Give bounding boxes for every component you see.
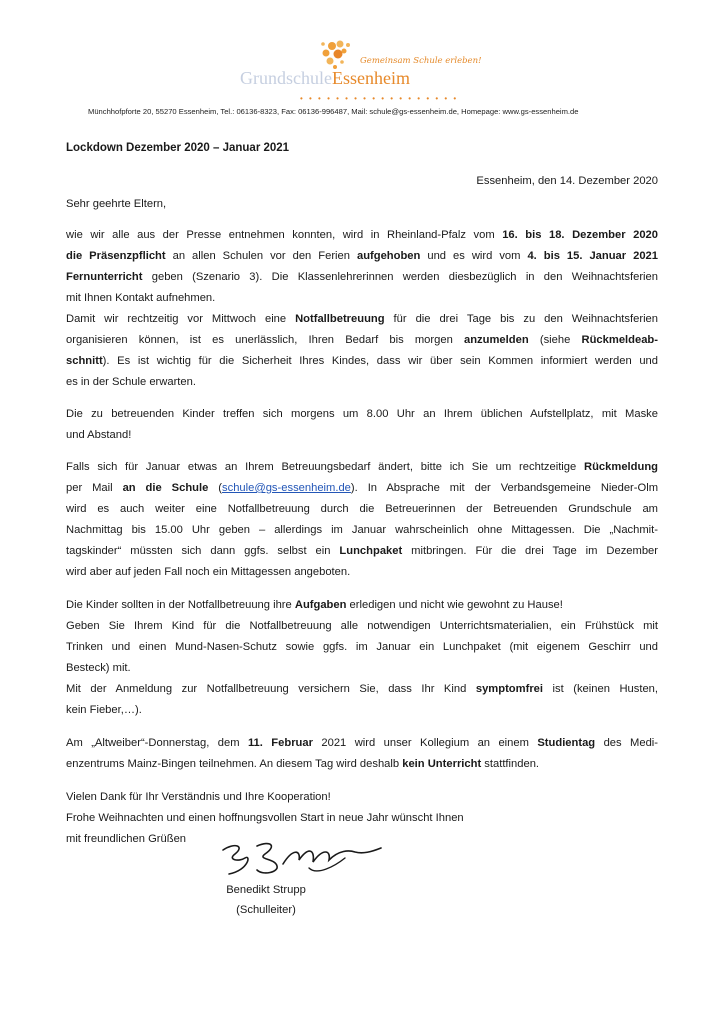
paragraph-studientag: Am „Altweiber“-Donnerstag, dem 11. Februar 2021 wird unser Kollegium an einem Studientag des Medi- enzentrums Mainz-Bingen teilnehmen. An diesem Tag wird deshalb kein Unterricht stattfinden. [66, 737, 659, 770]
school-logo [240, 40, 500, 110]
paragraph-treffpunkt: Die zu betreuenden Kinder treffen sich morgens um 8.00 Uhr an Ihrem üblichen Aufstellplatz, mit Maske und Abstand! [66, 408, 658, 441]
closing: Vielen Dank für Ihr Verständnis und Ihre Kooperation! Frohe Weihnachten und einen hoffnungsvollen Start in neue Jahr wünscht Ihnen mit freundlichen Grüßen [66, 791, 464, 845]
signature-icon [205, 836, 385, 886]
letter-subject: Lockdown Dezember 2020 – Januar 2021 [66, 142, 290, 154]
paragraph-januar: Falls sich für Januar etwas an Ihrem Betreuungsbedarf ändert, bitte ich Sie um rechtzeitige Rückmeldung per Mail an die Schule (schule@gs-essenheim.de). In Absprache mit der Verbandsgemeine Nieder-Olm wird es auch weiter eine Notfallbetreuung durch die Betreuerinnen der Betreuenden Grundschule am Nachmittag bis 15.00 Uhr geben – allerdings im Januar wahrscheinlich ohne Mittagessen. Die „Nachmit- tagskinder“ müssten sich dann ggfs. selbst ein Lunchpaket mitbringen. Für die drei Tage im Dezember wird aber auf jeden Fall noch ein Mittagessen angeboten. [66, 461, 659, 578]
logo-dotted-line: • • • • • • • • • • • • • • • • • • [300, 94, 459, 103]
school-tagline: Gemeinsam Schule erleben! [360, 56, 482, 66]
paragraph-notfallbetreuung: Damit wir rechtzeitig vor Mittwoch eine Notfallbetreuung für die drei Tage bis zu den Weihnachtsferien organisieren können, ist es unerlässlich, Ihren Bedarf bis morgen anzumelden (siehe Rückmeldeab- schnitt). Es ist wichtig für die Sicherheit Ihres Kindes, dass wir über sein Kommen informiert werden und es in der Schule erwarten. [66, 313, 658, 388]
salutation: Sehr geehrte Eltern, [66, 198, 167, 210]
signer-name: Benedikt Strupp [226, 884, 306, 896]
signer-block [218, 880, 314, 920]
paragraph-aufgaben: Die Kinder sollten in der Notfallbetreuung ihre Aufgaben erledigen und nicht wie gewohnt zu Hause! Geben Sie Ihrem Kind für die Notfallbetreuung alle notwendigen Unterrichtsmaterialien, ein Frühstück mit Trinken und einen Mund-Nasen-Schutz sowie ggfs. im Januar ein Lunchpaket (mit eigenem Geschirr und Besteck) mit. Mit der Anmeldung zur Notfallbetreuung versichern Sie, dass Ihr Kind symptomfrei ist (keinen Husten, kein Fieber,…). [66, 599, 659, 716]
school-address: Münchhofpforte 20, 55270 Essenheim, Tel.: 06136-8323, Fax: 06136-996487, Mail: schule@gs-essenheim.de, Homepage: www.gs-essenheim.de [88, 107, 579, 116]
school-name: GrundschuleEssenheim [240, 68, 410, 88]
paragraph-lockdown: wie wir alle aus der Presse entnehmen konnten, wird in Rheinland-Pfalz vom 16. bis 18. Dezember 2020 die Präsenzpflicht an allen Schulen vor den Ferien aufgehoben und es wird vom 4. bis 15. Januar 2021 Fernunterricht geben (Szenario 3). Die Klassenlehrerinnen werden diesbezüglich in den Weihnachtsferien mit Ihnen Kontakt aufnehmen. [66, 229, 659, 304]
signer-role: (Schulleiter) [236, 904, 296, 916]
school-email-link[interactable]: schule@gs-essenheim.de [222, 482, 351, 494]
letter-date: Essenheim, den 14. Dezember 2020 [476, 175, 658, 187]
